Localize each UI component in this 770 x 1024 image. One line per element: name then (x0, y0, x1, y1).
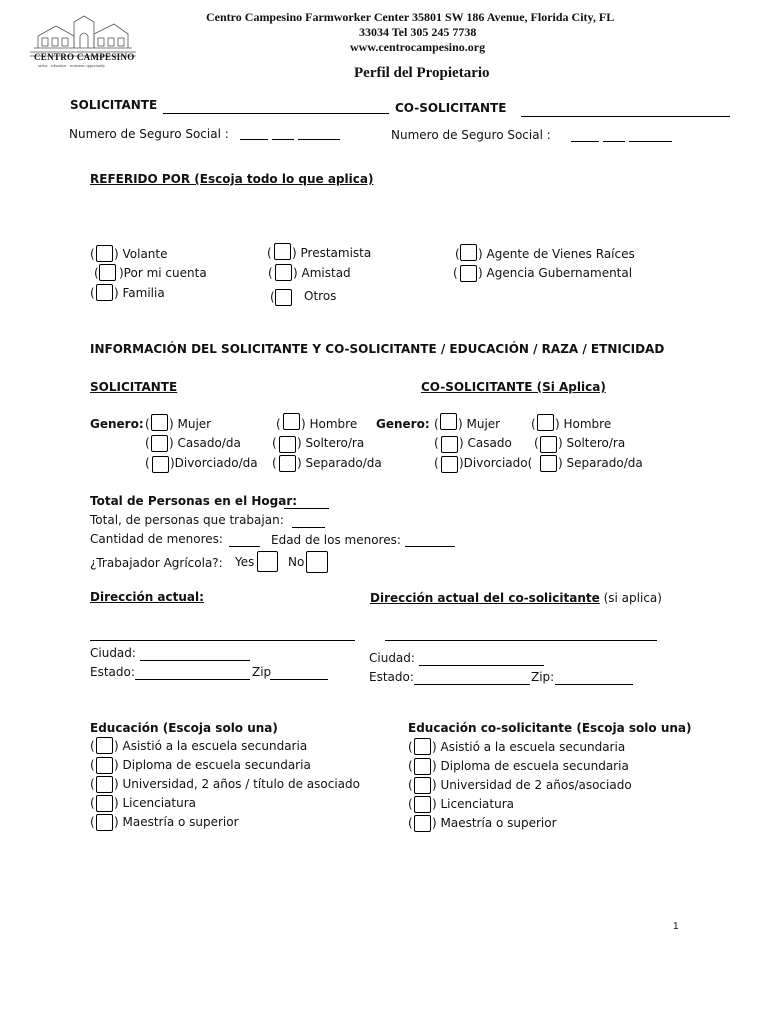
paren: ( (90, 796, 95, 810)
volante-label: ) Volante (114, 247, 168, 261)
paren: ( (267, 246, 272, 260)
header-address-line2: 33034 Tel 305 245 7738 (359, 25, 477, 39)
co-mujer-checkbox[interactable] (440, 413, 457, 430)
por-mi-cuenta-label: )Por mi cuenta (119, 266, 207, 280)
paren: ( (90, 777, 95, 791)
co-direccion-field[interactable] (385, 640, 657, 641)
co-casado-checkbox[interactable] (441, 436, 458, 453)
divorciado-checkbox[interactable] (152, 456, 169, 473)
co-divorciado-label: )Divorciado( (459, 456, 533, 470)
edu-option-3-checkbox[interactable] (96, 776, 113, 793)
edu-option-2-label: ) Diploma de escuela secundaria (114, 758, 311, 772)
soltero-label: ) Soltero/ra (297, 436, 365, 450)
por-mi-cuenta-checkbox[interactable] (99, 264, 116, 281)
solicitante-name-line[interactable] (163, 113, 389, 114)
co-edu-option-5-checkbox[interactable] (414, 815, 431, 832)
info-heading: INFORMACIÓN DEL SOLICITANTE Y CO-SOLICITANTE / EDUCACIÓN / RAZA / ETNICIDAD (90, 342, 665, 356)
co-edu-option-3-label: ) Universidad de 2 años/asociado (432, 778, 632, 792)
separado-label: ) Separado/da (297, 456, 382, 470)
co-edu-option-1-label: ) Asistió a la escuela secundaria (432, 740, 626, 754)
agente-label: ) Agente de Vienes Raíces (478, 247, 635, 261)
prestamista-checkbox[interactable] (274, 243, 291, 260)
co-ciudad-field[interactable] (419, 665, 544, 666)
paren: ( (90, 815, 95, 829)
edu-option-2-checkbox[interactable] (96, 757, 113, 774)
paren: ( (276, 417, 281, 431)
direccion-field[interactable] (90, 640, 355, 641)
paren: ( (434, 456, 439, 470)
paren: ( (145, 417, 150, 431)
co-edu-option-2-checkbox[interactable] (414, 758, 431, 775)
header-address-line1: Centro Campesino Farmworker Center 35801 SW 186 Avenue, Florida City, FL (206, 10, 615, 24)
zip-label: Zip (252, 665, 272, 679)
paren: ( (272, 456, 277, 470)
co-solicitante-name-line[interactable] (521, 116, 730, 117)
edu-option-3-label: ) Universidad, 2 años / título de asociado (114, 777, 360, 791)
mujer-label: ) Mujer (169, 417, 212, 431)
edu-option-5-label: ) Maestría o superior (114, 815, 239, 829)
zip-field[interactable] (270, 679, 328, 680)
co-hombre-label: ) Hombre (555, 417, 612, 431)
divorciado-label: )Divorciado/da (170, 456, 258, 470)
edu-option-1-label: ) Asistió a la escuela secundaria (114, 739, 308, 753)
co-separado-checkbox[interactable] (540, 455, 557, 472)
referido-heading: REFERIDO POR (Escoja todo lo que aplica) (90, 172, 374, 186)
ssn-field-2[interactable] (272, 139, 294, 140)
menores-field[interactable] (229, 546, 260, 547)
ssn-co-field-3[interactable] (629, 141, 672, 142)
agencia-checkbox[interactable] (460, 265, 477, 282)
separado-checkbox[interactable] (279, 455, 296, 472)
paren: ( (90, 758, 95, 772)
paren: ( (534, 436, 539, 450)
hombre-label: ) Hombre (301, 417, 358, 431)
logo-tagline: safety · education · economic opportunity (38, 63, 105, 68)
agente-checkbox[interactable] (460, 244, 477, 261)
prestamista-label: ) Prestamista (292, 246, 372, 260)
co-estado-label: Estado: (369, 670, 414, 684)
mujer-checkbox[interactable] (151, 414, 168, 431)
ciudad-label: Ciudad: (90, 646, 136, 660)
familia-label: ) Familia (114, 286, 165, 300)
co-edu-option-3-checkbox[interactable] (414, 777, 431, 794)
estado-field[interactable] (135, 679, 250, 680)
total-personas-field[interactable] (284, 508, 329, 509)
paren: ( (145, 436, 150, 450)
co-genero-label: Genero: (376, 417, 430, 431)
ssn-label: Numero de Seguro Social : (69, 127, 229, 141)
agencia-label: ) Agencia Gubernamental (478, 266, 633, 280)
paren: ( (90, 286, 95, 300)
paren: ( (268, 266, 273, 280)
paren: ( (434, 436, 439, 450)
trabajan-label: Total, de personas que trabajan: (90, 513, 284, 527)
total-personas-label: Total de Personas en el Hogar: (90, 494, 298, 508)
otros-checkbox[interactable] (275, 289, 292, 306)
edu-option-1-checkbox[interactable] (96, 737, 113, 754)
co-solicitante-label: CO-SOLICITANTE (395, 101, 507, 115)
co-educacion-heading: Educación co-solicitante (Escoja solo una) (408, 721, 692, 735)
genero-label: Genero: (90, 417, 144, 431)
paren: ( (408, 778, 413, 792)
paren: ( (531, 417, 536, 431)
co-edu-option-5-label: ) Maestría o superior (432, 816, 557, 830)
page-title: Perfil del Propietario (354, 65, 490, 81)
co-mujer-label: ) Mujer (458, 417, 501, 431)
familia-checkbox[interactable] (96, 284, 113, 301)
co-edu-option-2-label: ) Diploma de escuela secundaria (432, 759, 629, 773)
estado-label: Estado: (90, 665, 135, 679)
direccion-label: Dirección actual: (90, 590, 204, 604)
co-divorciado-checkbox[interactable] (441, 456, 458, 473)
ssn-co-field-1[interactable] (571, 141, 599, 142)
casado-label: ) Casado/da (169, 436, 241, 450)
ssn-label-co: Numero de Seguro Social : (391, 128, 551, 142)
logo (28, 14, 138, 70)
co-edu-option-4-checkbox[interactable] (414, 796, 431, 813)
paren: ( (408, 740, 413, 754)
amistad-label: ) Amistad (293, 266, 351, 280)
co-casado-label: ) Casado (459, 436, 512, 450)
edu-option-4-checkbox[interactable] (96, 795, 113, 812)
paren: ( (455, 247, 460, 261)
ciudad-field[interactable] (140, 660, 250, 661)
paren: ( (145, 456, 150, 470)
paren: ( (272, 436, 277, 450)
paren: ( (94, 266, 99, 280)
co-ciudad-label: Ciudad: (369, 651, 415, 665)
paren: ( (434, 417, 439, 431)
paren: ( (453, 266, 458, 280)
yes-checkbox[interactable] (257, 551, 278, 572)
ssn-field-1[interactable] (240, 139, 268, 140)
page-number: 1 (673, 921, 679, 932)
paren: ( (90, 739, 95, 753)
edu-option-5-checkbox[interactable] (96, 814, 113, 831)
ssn-field-3[interactable] (298, 139, 340, 140)
menores-label: Cantidad de menores: (90, 532, 223, 546)
info-co-solicitante-label: CO-SOLICITANTE (Si Aplica) (421, 380, 606, 394)
educacion-heading: Educación (Escoja solo una) (90, 721, 278, 735)
ssn-co-field-2[interactable] (603, 141, 625, 142)
co-soltero-label: ) Soltero/ra (558, 436, 626, 450)
co-edu-option-4-label: ) Licenciatura (432, 797, 514, 811)
co-estado-field[interactable] (414, 684, 530, 685)
no-label: No (288, 555, 305, 569)
paren: ( (408, 759, 413, 773)
co-zip-field[interactable] (555, 684, 633, 685)
solicitante-label: SOLICITANTE (70, 98, 158, 112)
soltero-checkbox[interactable] (279, 436, 296, 453)
co-edu-option-1-checkbox[interactable] (414, 738, 431, 755)
info-solicitante-label: SOLICITANTE (90, 380, 178, 394)
agricola-label: ¿Trabajador Agrícola?: (90, 556, 223, 570)
co-separado-label: ) Separado/da (558, 456, 643, 470)
yes-label: Yes (235, 555, 255, 569)
paren: ( (90, 247, 95, 261)
paren: ( (408, 816, 413, 830)
co-soltero-checkbox[interactable] (540, 436, 557, 453)
logo-text: CENTRO CAMPESINO (34, 52, 135, 62)
otros-label: Otros (304, 289, 337, 303)
edad-field[interactable] (405, 546, 455, 547)
co-zip-label: Zip: (531, 670, 555, 684)
paren: ( (270, 290, 275, 304)
casado-checkbox[interactable] (151, 435, 168, 452)
volante-checkbox[interactable] (96, 245, 113, 262)
co-hombre-checkbox[interactable] (537, 414, 554, 431)
paren: ( (408, 797, 413, 811)
trabajan-field[interactable] (292, 527, 325, 528)
edad-label: Edad de los menores: (271, 533, 401, 547)
co-direccion-label: Dirección actual del co-solicitante (si aplica) (370, 591, 662, 605)
no-checkbox[interactable] (306, 551, 328, 573)
hombre-checkbox[interactable] (283, 413, 300, 430)
header-website: www.centrocampesino.org (350, 40, 486, 54)
amistad-checkbox[interactable] (275, 264, 292, 281)
edu-option-4-label: ) Licenciatura (114, 796, 196, 810)
